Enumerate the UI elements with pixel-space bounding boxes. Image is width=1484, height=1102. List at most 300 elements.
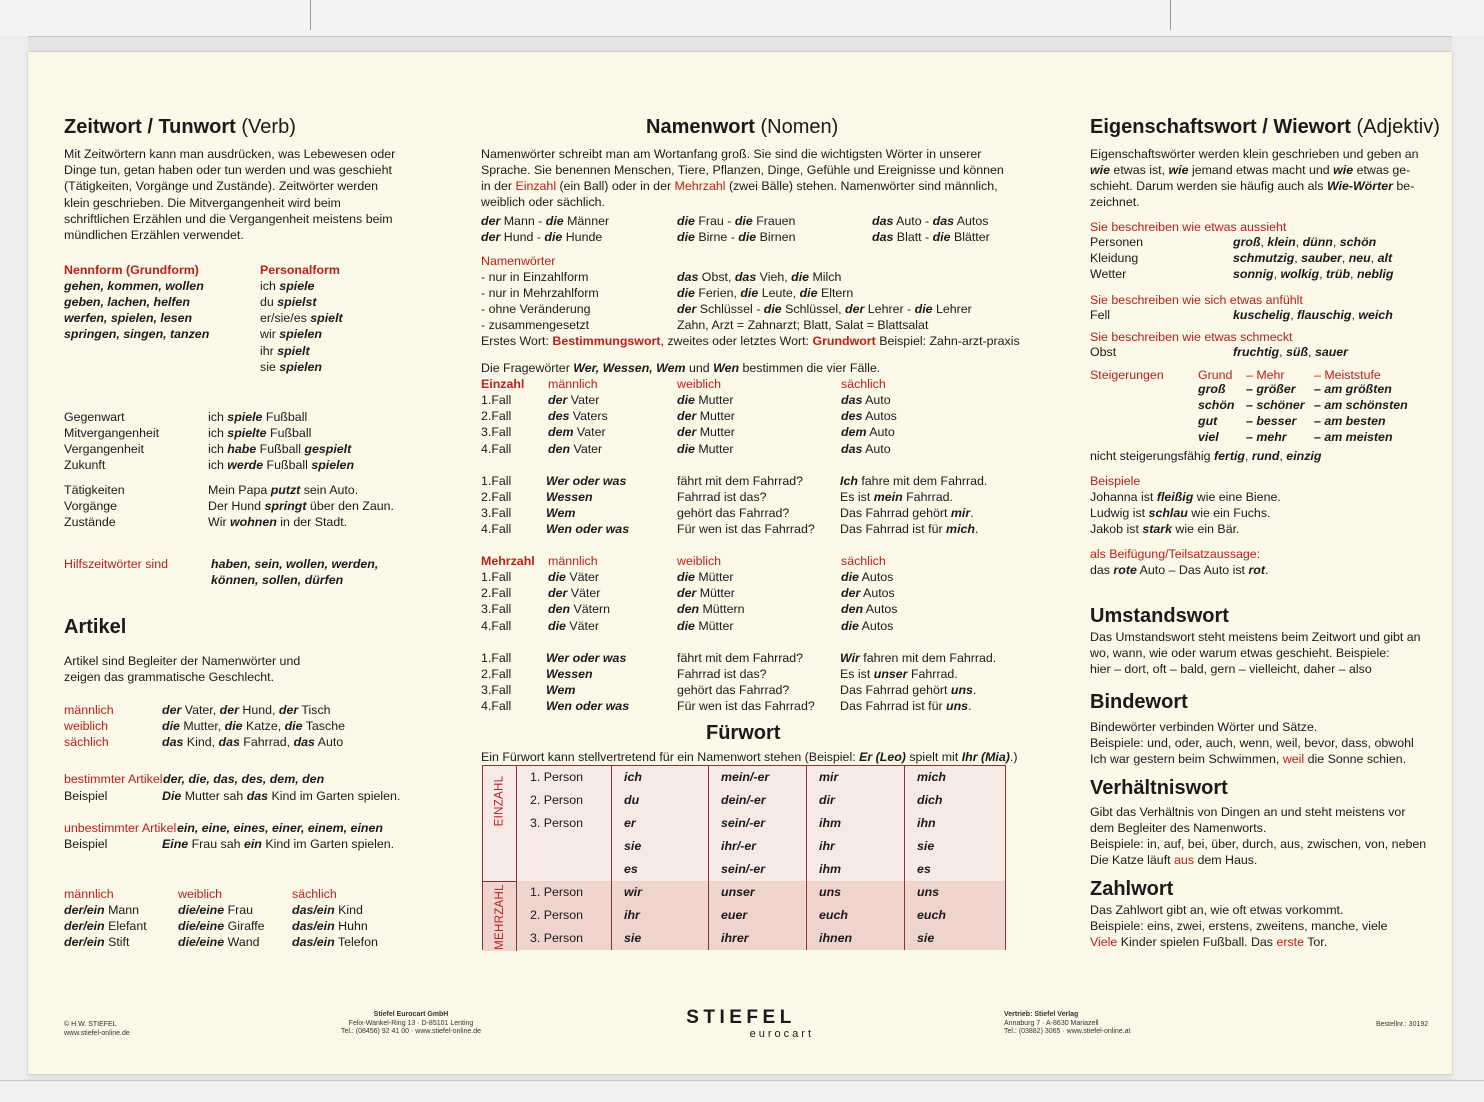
artikel-col-item (292, 902, 363, 918)
emphasis-text: die (799, 286, 818, 301)
pronoun-cell: euer (708, 904, 806, 927)
noun: Kind (334, 903, 363, 917)
text-run: , (1351, 308, 1359, 322)
fuerwort-title (706, 721, 780, 745)
emphasis-text: schön (1339, 235, 1377, 249)
pronoun-row (516, 835, 1005, 859)
nicht-steig (1090, 448, 1321, 464)
text-run: , (1294, 251, 1302, 266)
text-run: Ferien, (694, 286, 741, 301)
emphasis-text: mein (873, 490, 903, 505)
pronoun-cell: ihm (806, 812, 904, 835)
text-run: und (685, 361, 714, 375)
article: der/ein (64, 903, 105, 917)
text-run: Kind im Garten spielen. (268, 789, 401, 803)
steig-cell: schön (1198, 398, 1235, 413)
case-question: Wer oder was (546, 651, 627, 665)
case-cell (548, 408, 608, 424)
noun-pair (481, 213, 609, 229)
text-run: Zahn, Arzt = Zahnarzt; Blatt, Salat = Blattsalat (677, 318, 929, 333)
text-run: Blätter (950, 230, 990, 245)
steig-cell: – größer (1246, 382, 1296, 396)
personalform-label: Personalform (260, 263, 340, 277)
pronoun-cell: mich (904, 766, 1005, 789)
text-run: Das Fahrrad gehört (840, 506, 951, 521)
steigerungen-label: Steigerungen (1090, 368, 1164, 382)
noun: Frau (224, 903, 254, 917)
emphasis-text: rote (1113, 563, 1137, 577)
text-run: Beispiele: eins, zwei, erstens, zweitens, manche, viele (1090, 919, 1388, 934)
namen-row-example (677, 285, 853, 301)
pronoun-cell: euch (806, 904, 904, 927)
tense-example (208, 409, 307, 425)
text-run: Auto - (893, 214, 933, 228)
zahlwort-line (1090, 934, 1327, 950)
verb-kind-name: Tätigkeiten (64, 483, 125, 497)
artikel-col-label: männlich (64, 887, 114, 901)
emphasis-text: der (481, 214, 501, 228)
pronoun: ihr (260, 343, 278, 358)
text-run: Es ist (840, 490, 874, 505)
schmeckt-label: Sie beschreiben wie etwas schmeckt (1090, 330, 1293, 344)
text-run: Erstes Wort: (481, 334, 553, 348)
case-noun: Autos (863, 602, 898, 617)
pronoun: du (260, 295, 278, 310)
emphasis-text: dünn (1302, 235, 1333, 249)
gender-label: weiblich (64, 719, 109, 734)
case-noun: Vater (567, 393, 600, 408)
pronoun-cell: uns (806, 881, 904, 904)
pronoun-row (516, 881, 1005, 905)
anfuehlt-label: Sie beschreiben wie sich etwas anfühlt (1090, 293, 1303, 307)
case-cell (548, 585, 600, 601)
case-article: die (548, 570, 566, 585)
emphasis-text: neblig (1356, 267, 1394, 282)
text-run: Birnen (756, 230, 796, 245)
case-label: 2.Fall (481, 409, 512, 424)
text-run: Auto (314, 735, 344, 750)
umstandswort-line: wo, wann, wie oder warum etwas geschieht. Beispiele: (1090, 646, 1390, 661)
artikel-col-item (178, 934, 260, 950)
case-article: dem (841, 425, 867, 440)
pronoun-row (516, 766, 1005, 790)
case-cell (548, 618, 599, 634)
emphasis-text: das (932, 214, 954, 228)
text-run: bestimmen die vier Fälle. (739, 361, 881, 375)
verhaeltniswort-title (1090, 776, 1228, 800)
text-run: Ein Fürwort kann stellvertretend für ein Namenwort stehen (Beispiel: (481, 750, 860, 764)
case-noun: Väter (567, 586, 601, 601)
pronoun-cell: ihn (904, 812, 1005, 835)
case-label: 2.Fall (481, 490, 512, 505)
case-cell (677, 601, 744, 617)
artikel-col-item (292, 918, 368, 934)
text-run: Kind im Garten spielen. (261, 837, 395, 851)
artikel-col-item (178, 918, 265, 934)
aussieht-words (1233, 250, 1392, 266)
case-cell (677, 585, 735, 601)
bestimmt-label: bestimmter Artikel (64, 772, 163, 786)
beispiel-sentence (1090, 521, 1239, 537)
anfuehlt-words (1233, 307, 1393, 323)
text-run: Männer (563, 214, 610, 228)
text-run: , (1370, 251, 1378, 266)
case-noun: Mutter (696, 425, 735, 440)
text-run: Tasche (302, 719, 345, 734)
emphasis-text: die (738, 230, 757, 245)
artikel-col-item (292, 934, 378, 950)
case-cell (548, 392, 599, 408)
text-run: in der (481, 179, 516, 194)
text-run: fahren mit dem Fahrrad. (859, 651, 997, 665)
article: die/eine (178, 903, 225, 917)
text-run: die Sonne schien. (1304, 752, 1407, 767)
noun: Stift (104, 935, 130, 950)
text-run: Fahrrad, (239, 735, 294, 750)
case-label: 4.Fall (481, 699, 512, 714)
text-run: schieht. Darum werden sie häufig auch als (1090, 179, 1327, 194)
text-run: , (1279, 449, 1287, 463)
aussieht-words (1233, 266, 1393, 282)
hilfs-label: Hilfszeitwörter sind (64, 557, 168, 571)
noun: Mann (104, 903, 140, 917)
case-label: 1.Fall (481, 474, 512, 488)
text-run: . (972, 683, 977, 698)
zahlwort-title (1090, 877, 1173, 901)
case-sentence (840, 521, 978, 537)
emphasis-text: spielen (311, 458, 355, 473)
nennform-item: werfen, spielen, lesen (64, 311, 193, 326)
noun: Elefant (104, 919, 147, 934)
gender-header: männlich (548, 554, 598, 568)
emphasis-text: fleißig (1156, 490, 1194, 504)
verb-kind-example (208, 514, 347, 530)
beifuegung-example (1090, 562, 1268, 578)
text-run: Fahrrad. (902, 490, 953, 505)
emphasis-text: Wen (713, 361, 740, 375)
person-label (516, 835, 611, 858)
gender-example (162, 734, 343, 750)
case-answer-q: Für wen ist das Fahrrad? (677, 699, 815, 714)
noun-pair (677, 229, 795, 245)
hilfs-item: haben, sein, wollen, werden, (211, 557, 379, 571)
emphasis-text: rund (1251, 449, 1280, 463)
pronoun: ich (260, 279, 280, 293)
case-article: den (548, 441, 571, 456)
noun-pair (677, 213, 795, 229)
text-run: Eigenschaftswörter werden klein geschrieben und geben an (1090, 147, 1419, 161)
text-run: Das Fahrrad gehört (840, 683, 951, 698)
case-answer-q: Fahrrad ist das? (677, 490, 767, 505)
emphasis-text: flauschig (1297, 308, 1352, 322)
emphasis-text: das (293, 735, 315, 750)
case-label: 1.Fall (481, 570, 512, 585)
nennform-label: Nennform (Grundform) (64, 263, 199, 277)
text-run: Blatt - (893, 230, 933, 245)
text-run: Kinder spielen Fußball. Das (1117, 935, 1277, 950)
emphasis-text: mir (950, 506, 971, 521)
case-cell (841, 585, 895, 601)
tense-example (208, 457, 354, 473)
pronoun-cell: mir (806, 766, 904, 789)
zahlwort-line (1090, 918, 1388, 934)
steig-cell: groß (1198, 382, 1226, 396)
pronoun-cell: sie (611, 835, 708, 858)
emphasis-text: die (544, 230, 563, 245)
gender-header: weiblich (677, 554, 722, 568)
case-sentence (840, 666, 958, 682)
namen-row-example (677, 317, 928, 333)
case-question: Wer oder was (546, 474, 627, 488)
text-run: Lehrer (932, 302, 972, 317)
verb-kind-name: Vorgänge (64, 499, 118, 514)
case-noun: Autos (860, 586, 895, 601)
text-run: Beispiele: und, oder, auch, wenn, weil, bevor, dass, obwohl (1090, 736, 1414, 751)
emphasis-text: die (545, 214, 564, 228)
case-noun: Mütter (696, 586, 735, 601)
stiefel-logo (668, 1008, 814, 1040)
tense-example (208, 441, 351, 457)
pronoun-cell: sie (904, 835, 1005, 858)
footer-company (338, 1011, 484, 1037)
steig-cell: – am größten (1314, 382, 1392, 396)
person-label: 2. Person (530, 908, 584, 922)
case-sentence (840, 682, 976, 698)
case-noun: Vaters (569, 409, 608, 424)
noun-pair (872, 213, 988, 229)
text-run: weiblich oder sächlich. (481, 195, 605, 210)
text-run: Die Fragewörter (481, 361, 574, 375)
text-run: ich (208, 426, 228, 441)
text-run: in der Stadt. (276, 515, 348, 530)
tense-name: Vergangenheit (64, 442, 144, 457)
emphasis-text: trüb (1325, 267, 1351, 282)
pronoun-row (516, 789, 1005, 813)
text-run: Johanna ist (1090, 490, 1157, 504)
emphasis-text: der (278, 703, 299, 717)
case-noun: Auto (862, 441, 891, 456)
gender-label: sächlich (64, 735, 109, 750)
text-run: etwas ge- (1353, 163, 1411, 178)
zahlwort-line (1090, 902, 1343, 918)
tense-example (208, 425, 311, 441)
case-noun: Vater (570, 441, 603, 456)
case-label: 3.Fall (481, 506, 512, 521)
tense-name: Gegenwart (64, 410, 125, 424)
emphasis-text: Eine (162, 837, 189, 851)
artikel-title-bold: Artikel (64, 616, 127, 638)
pronoun-cell: ich (611, 766, 708, 789)
emphasis-text: spiele (227, 410, 263, 424)
verb-form: spielen (279, 359, 322, 374)
text-run: Vater, (181, 703, 220, 717)
steig-cell: – mehr (1246, 430, 1287, 445)
emphasis-text: kuschelig (1233, 308, 1291, 322)
article: der/ein (64, 935, 105, 950)
text-run: (zwei Bälle) stehen. Namenwörter sind männlich, (725, 179, 998, 194)
verb-intro: Mit Zeitwörtern kann man ausdrücken, was Lebewesen oder Dinge tun, getan haben oder tun werden und was geschieht (Tätigkeiten, Vorgänge und Zustände). Zeitwörter werden klein geschrieben. Die Mitvergangenheit wird beim schriftlichen Erzählen und die Vergangenheit meistens beim mündlichen Erzählen verwendet. (64, 147, 396, 243)
emphasis-text: das (872, 230, 894, 245)
nennform-item: springen, singen, tanzen (64, 327, 210, 342)
namen-row-example (677, 269, 841, 285)
verb-kind-example (208, 482, 358, 498)
verb-kind-name: Zustände (64, 515, 116, 530)
verb-title-bold: Zeitwort / Tunwort (64, 116, 236, 138)
emphasis-text: einzig (1286, 449, 1322, 463)
gender-example (162, 718, 345, 734)
text-run: Frauen (752, 214, 796, 228)
bestimmt-list: der, die, das, des, dem, den (163, 772, 325, 786)
hanging-rail-bottom (0, 1080, 1484, 1102)
text-run: Auto – Das Auto ist (1136, 563, 1249, 577)
footer-company-line: Tel.: (08456) 92 41 00 · www.stiefel-online.de (340, 1028, 482, 1036)
article: das/ein (292, 935, 335, 950)
case-question: Wessen (546, 667, 593, 682)
footer-vertrieb (1004, 1011, 1130, 1037)
emphasis-text: die (740, 286, 759, 301)
bindewort-title (1090, 690, 1188, 714)
namen-row-label: - nur in Mehrzahlform (481, 286, 599, 301)
tense-name: Zukunft (64, 458, 106, 473)
aussieht-label: Sie beschreiben wie etwas aussieht (1090, 220, 1287, 234)
article: die/eine (178, 919, 225, 934)
emphasis-text: Ich (840, 474, 858, 488)
text-run: , (1260, 235, 1268, 249)
pronoun-row (516, 858, 1005, 882)
person-label: 1. Person (530, 770, 584, 784)
case-label: 4.Fall (481, 522, 512, 537)
case-noun: Autos (858, 570, 894, 585)
text-run: Beispiel: Zahn-arzt-praxis (875, 334, 1020, 348)
aussieht-words (1233, 234, 1376, 250)
case-noun: Autos (862, 409, 897, 424)
beispiele-label: Beispiele (1090, 474, 1141, 488)
question-line (481, 360, 880, 376)
text-run: Fußball (263, 458, 312, 473)
gender-header: weiblich (677, 377, 722, 391)
text-run: Fußball (256, 442, 305, 457)
case-cell (548, 569, 599, 585)
case-article: den (677, 602, 700, 617)
highlight-text: weil (1282, 752, 1305, 767)
emphasis-text: der (481, 230, 501, 245)
case-cell (841, 569, 893, 585)
case-article: die (677, 618, 695, 633)
personal-form (260, 343, 310, 359)
nomen-intro-line (481, 162, 1004, 178)
text-run: Hunde (562, 230, 603, 245)
text-run: Gibt das Verhältnis von Dingen an und steht meistens vor (1090, 805, 1406, 819)
emphasis-text: schlau (1148, 506, 1188, 521)
verb-title (64, 115, 296, 139)
emphasis-text: der (845, 302, 865, 317)
emphasis-text: stark (1142, 522, 1172, 537)
personal-form (260, 326, 322, 342)
text-run: über den Zaun. (306, 499, 394, 514)
steig-header: – Meiststufe (1314, 368, 1381, 382)
steig-cell: viel (1198, 430, 1219, 445)
aussieht-name: Personen (1090, 235, 1144, 249)
emphasis-text: die (763, 302, 782, 317)
case-label: 3.Fall (481, 425, 512, 440)
logo-main-text: STIEFEL (686, 1007, 796, 1028)
emphasis-text: die (224, 719, 243, 734)
emphasis-text: der (219, 703, 239, 717)
text-run: Vieh, (756, 270, 792, 284)
pronoun-cell: ihm (806, 858, 904, 881)
emphasis-text: spielte (227, 426, 267, 441)
case-label: 3.Fall (481, 602, 512, 617)
text-run: Jakob ist (1090, 522, 1143, 537)
nennform-item: gehen, kommen, wollen (64, 279, 204, 293)
emphasis-text: süß (1286, 345, 1309, 359)
pronoun-row (516, 812, 1005, 836)
text-run: Fahrrad. (907, 667, 958, 682)
nomen-title-bold: Namenwort (646, 116, 755, 138)
case-answer-q: gehört das Fahrrad? (677, 506, 790, 521)
fuerwort-intro (481, 749, 1017, 765)
case-cell (841, 408, 897, 424)
text-run: fahre mit dem Fahrrad. (857, 474, 988, 488)
emphasis-text: die (677, 230, 695, 245)
case-article: der (677, 409, 697, 424)
case-answer-q: Fahrrad ist das? (677, 667, 767, 682)
text-run: jemand etwas macht und (1188, 163, 1334, 178)
pronoun-cell: ihr (611, 904, 708, 927)
emphasis-text: neu (1348, 251, 1371, 266)
text-run: wie ein Bär. (1171, 522, 1240, 537)
noun: Huhn (334, 919, 368, 934)
emphasis-text: die (734, 214, 753, 228)
text-run: Hund, (238, 703, 279, 717)
footer-copyright-line: www.stiefel-online.de (64, 1029, 130, 1037)
highlight-text: Einzahl (515, 179, 557, 194)
case-label: 2.Fall (481, 667, 512, 682)
pronoun-cell: dir (806, 789, 904, 812)
text-run: Mutter sah (181, 789, 247, 803)
footer-bestellnr (1376, 1021, 1428, 1030)
footer-copyright-line: © H.W. STIEFEL (64, 1021, 117, 1028)
namen-row-label: - nur in Einzahlform (481, 270, 589, 284)
number-side-text: EINZAHL (493, 775, 506, 826)
hanger-string (1170, 0, 1171, 30)
adjektiv-intro-line (1090, 194, 1140, 210)
case-noun: Müttern (699, 602, 745, 617)
gender-example (162, 702, 331, 718)
pronoun-cell: dich (904, 789, 1005, 812)
emphasis-text: das (734, 270, 757, 284)
person-label: 3. Person (530, 931, 584, 945)
emphasis-text: sauer (1314, 345, 1349, 359)
umstandswort-line: Das Umstandswort steht meistens beim Zeitwort und gibt an (1090, 630, 1421, 644)
text-run: wie eine Biene. (1193, 490, 1281, 504)
text-run: Autos (953, 214, 989, 228)
adjektiv-intro-line (1090, 162, 1410, 178)
pronoun: er/sie/es (260, 311, 311, 326)
pronoun-cell: euch (904, 904, 1005, 927)
gender-label: männlich (64, 703, 114, 717)
case-noun: Mutter (696, 409, 735, 424)
text-run: Obst, (698, 270, 735, 284)
tense-name: Mitvergangenheit (64, 426, 160, 441)
case-noun: Mütter (694, 618, 734, 633)
beispiel-sentence (1090, 489, 1281, 505)
grammar-poster (28, 52, 1452, 1074)
case-article: der (548, 586, 568, 601)
steig-cell: – schöner (1246, 398, 1305, 413)
text-run: Das Zahlwort gibt an, wie oft etwas vorkommt. (1090, 903, 1344, 917)
noun: Telefon (334, 935, 378, 950)
